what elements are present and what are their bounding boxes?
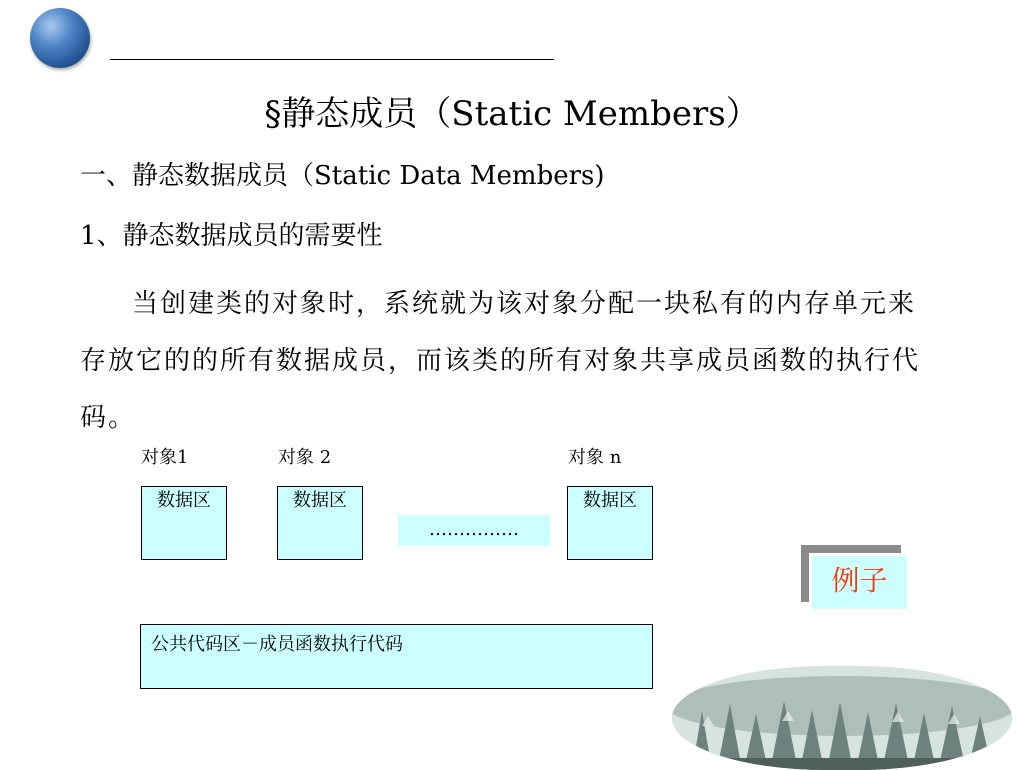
example-button[interactable]: 例子: [809, 553, 907, 609]
object-n-data-area: 数据区: [567, 486, 653, 560]
winter-forest-image: [672, 666, 1012, 770]
object-2-label: 对象 2: [278, 447, 332, 468]
ellipsis-box: ……………: [398, 515, 550, 546]
body-paragraph: 当创建类的对象时，系统就为该对象分配一块私有的内存单元来存放它的的所有数据成员，而该类的所有对象共享成员函数的执行代码。: [80, 289, 921, 433]
globe-logo-icon: [30, 8, 90, 68]
shared-code-area: 公共代码区－成员函数执行代码: [140, 624, 653, 689]
subsection-heading: 1、静态数据成员的需要性: [80, 221, 383, 251]
header-divider: [110, 59, 554, 60]
section-heading: 一、静态数据成员（Static Data Members): [80, 161, 605, 191]
object-1-label: 对象1: [141, 447, 189, 468]
object-1-data-area: 数据区: [141, 486, 227, 560]
forest-trees-icon: [672, 666, 1012, 770]
object-2-data-area: 数据区: [277, 486, 363, 560]
slide-title: §静态成员（Static Members）: [264, 94, 760, 134]
object-n-label: 对象 n: [568, 447, 622, 468]
